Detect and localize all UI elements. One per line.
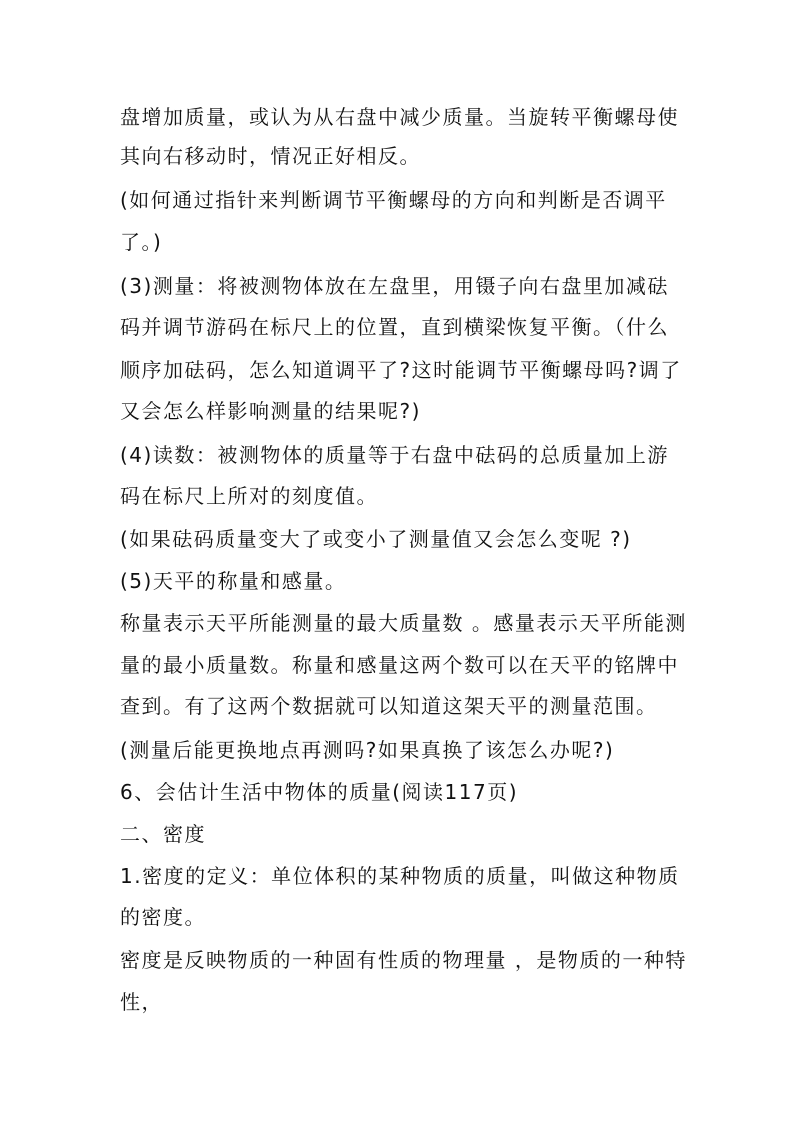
text-line: 的密度。: [120, 905, 206, 929]
text-line: 码在标尺上所对的刻度值。: [120, 484, 378, 508]
text-line: 1.密度的定义：单位体积的某种物质的质量，叫做这种物质: [120, 864, 680, 888]
text-line: 性，: [120, 990, 163, 1014]
text-line: 6、会估计生活中物体的质量(阅读117页): [120, 780, 519, 804]
text-line: 顺序加砝码，怎么知道调平了?这时能调节平衡螺母吗?调了: [120, 358, 682, 382]
text-line: 了。): [120, 230, 163, 254]
text-line: 又会怎么样影响测量的结果呢?): [120, 399, 421, 423]
text-line: (如果砝码质量变大了或变小了测量值又会怎么变呢 ?): [120, 527, 632, 551]
text-line: 其向右移动时，情况正好相反。: [120, 144, 421, 168]
text-line: (3)测量：将被测物体放在左盘里，用镊子向右盘里加减砝: [120, 274, 669, 298]
text-line: (5)天平的称量和感量。: [120, 569, 347, 593]
text-line: (测量后能更换地点再测吗?如果真换了该怎么办呢?): [120, 738, 615, 762]
text-line: (如何通过指针来判断调节平衡螺母的方向和判断是否调平: [120, 188, 667, 212]
text-line: (4)读数：被测物体的质量等于右盘中砝码的总质量加上游: [120, 443, 669, 467]
text-line: 码并调节游码在标尺上的位置，直到横梁恢复平衡。（什么: [120, 315, 669, 339]
text-line: 密度是反映物质的一种固有性质的物理量 ，是物质的一种特: [120, 948, 687, 972]
text-line: 量的最小质量数。称量和感量这两个数可以在天平的铭牌中: [120, 653, 679, 677]
section-heading: 二、密度: [120, 822, 206, 846]
text-line: 盘增加质量，或认为从右盘中减少质量。当旋转平衡螺母使: [120, 105, 679, 129]
text-line: 查到。有了这两个数据就可以知道这架天平的测量范围。: [120, 694, 658, 718]
text-line: 称量表示天平所能测量的最大质量数 。感量表示天平所能测: [120, 611, 687, 635]
